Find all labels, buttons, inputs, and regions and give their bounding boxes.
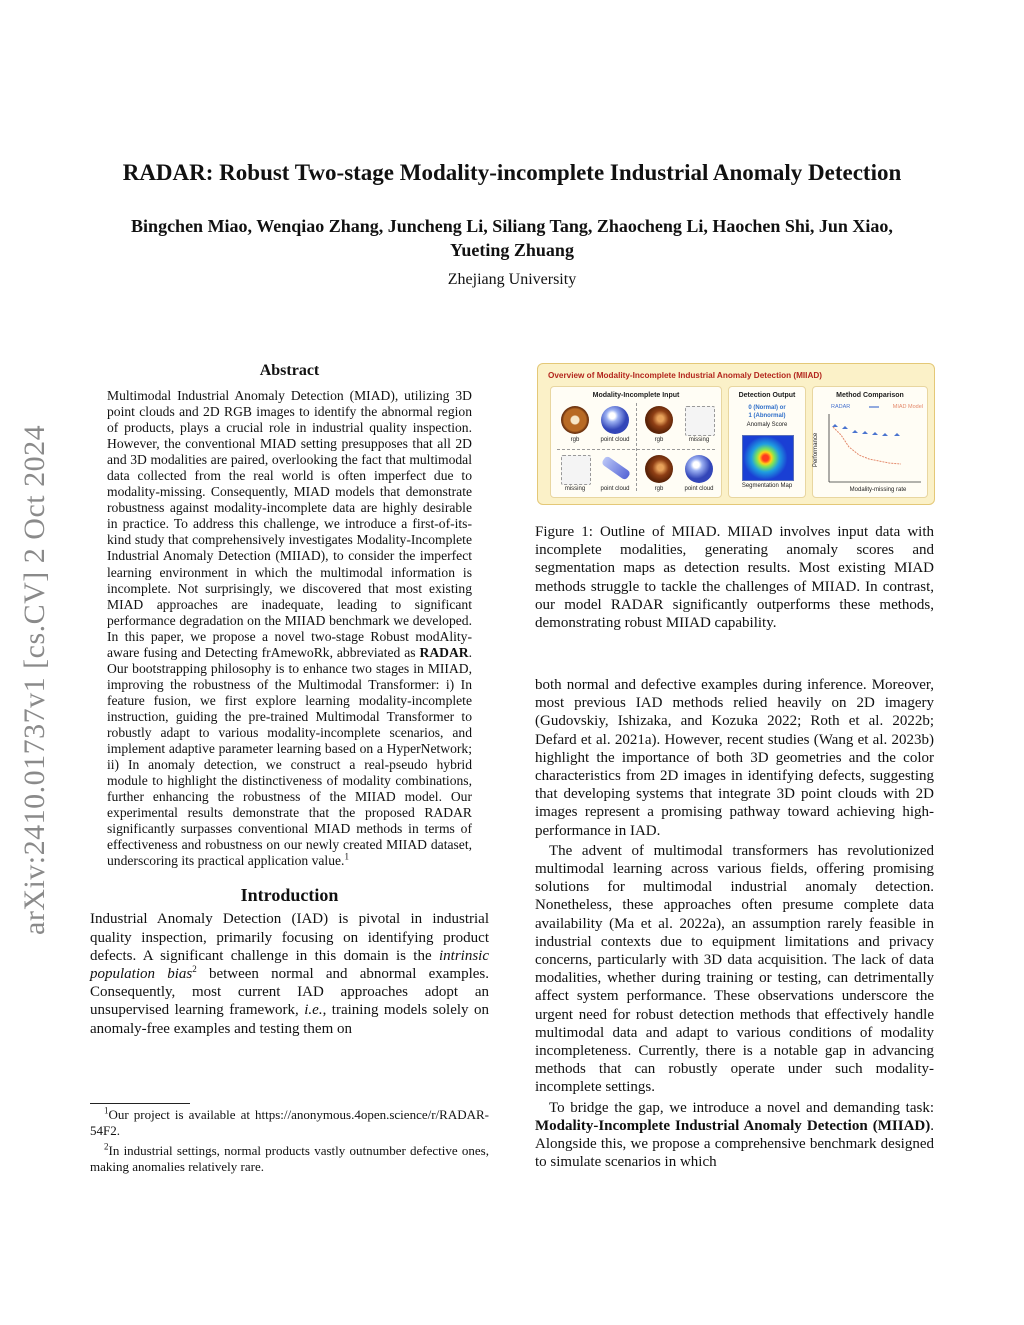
footnotes bbox=[90, 1103, 489, 1179]
body-paragraph-3: To bridge the gap, we introduce a novel and demanding task: Modality-Incomplete Industrial Anomaly Detection (MIIAD). Alongside this, we propose a comprehensive benchmark designed to simulate scenarios in which bbox=[535, 1099, 934, 1171]
radar-series bbox=[832, 424, 900, 436]
point-cloud-image bbox=[601, 406, 629, 434]
comparison-panel-title: Method Comparison bbox=[836, 392, 904, 399]
footnote-divider bbox=[90, 1103, 190, 1104]
figure-caption: Figure 1: Outline of MIIAD. MIIAD involves input data with incomplete modalities, generating anomaly scores and segmentation maps as detection results. Most existing MIAD methods struggle to tackle the challenges of MIIAD. In contrast, our model RADAR significantly outperforms these methods, demonstrating robust MIIAD capability. bbox=[535, 524, 934, 632]
radar-point bbox=[852, 430, 858, 433]
affiliation: Zhejiang University bbox=[447, 271, 577, 288]
figure-1 bbox=[537, 363, 935, 505]
input-cell-missing: missing bbox=[679, 404, 719, 448]
input-cell-point-cloud: point cloud bbox=[679, 453, 719, 497]
paper-title: RADAR: Robust Two-stage Modality-incomplete Industrial Anomaly Detection bbox=[122, 160, 902, 185]
footnote-mark: 1 bbox=[344, 851, 349, 862]
legend-radar: RADAR bbox=[831, 404, 851, 410]
intro-paragraph: Industrial Anomaly Detection (IAD) is pivotal in industrial quality inspection, primarily focusing on identifying product defects. A significant challenge in this domain is the intrinsic population bias$^2$ between normal and abnormal examples. Consequently, most current IAD approaches adopt an unsupervised learning framework, i.e., training models solely on anomaly-free examples and testing them on bbox=[90, 911, 489, 1037]
footnote-1: $^1$Our project is available at https://anonymous.4open.science/r/RADAR-54F2. bbox=[90, 1105, 489, 1138]
detection-panel-title: Detection Output bbox=[738, 392, 796, 399]
introduction-heading: Introduction bbox=[240, 885, 339, 906]
input-cell-missing: missing bbox=[555, 453, 595, 497]
point-cloud-image bbox=[685, 455, 713, 483]
missing-placeholder bbox=[561, 455, 591, 485]
input-panel bbox=[550, 386, 722, 498]
segmentation-map-image bbox=[742, 435, 794, 481]
radar-point bbox=[842, 426, 848, 429]
score-normal: 0 (Normal) or bbox=[748, 405, 786, 411]
input-cell-point-cloud: point cloud bbox=[595, 453, 635, 497]
rgb-donut-image bbox=[561, 406, 589, 434]
radar-point bbox=[882, 433, 888, 436]
legend-miad: MIAD Model bbox=[892, 404, 923, 410]
segmentation-map-label: Segmentation Map bbox=[741, 483, 793, 489]
input-cell-rgb: rgb bbox=[639, 453, 679, 497]
abstract-text: Multimodal Industrial Anomaly Detection (MIAD), utilizing 3D point clouds and 2D RGB images to identify the abnormal region of products, plays a crucial role in industrial quality inspection. However, the conventional MIAD setting presupposes that all 2D and 3D modalities are paired, overlooking the fact that multimodal data collected from the real world is often imperfect due to modality-missing. Consequently, MIAD models that demonstrate robustness against modality-incomplete data are highly desirable in practice. To address this challenge, we introduce a first-of-its-kind study that comprehensively investigates Modality-Incomplete Industrial Anomaly Detection (MIIAD), to consider the imperfect learning environment in which the multimodal information is incomplete. Not surprisingly, we discovered that most existing MIAD approaches are inadequate, leading to significant performance degradation on the MIIAD benchmark we developed. In this paper, we propose a novel two-stage Robust modAlity-aware fusing and Detecting frAmewoRk, abbreviated as RADAR. Our bootstrapping philosophy is to enhance two stages in MIIAD, improving the robustness of the Multimodal Transformer: i) In feature fusion, we first explore learning modality-incomplete instruction, guiding the pre-trained Multimodal Transformer to robustly adapt to various modality-incomplete scenarios, and implement adaptive parameter learning based on a HyperNetwork; ii) In anomaly detection, we construct a real-pseudo hybrid module to highlight the distinctiveness of modality combinations, further enhancing the robustness of the MIIAD model. Our experimental results demonstrate that the proposed RADAR significantly surpasses conventional MIAD methods in terms of effectiveness and robustness on our newly created MIIAD dataset, underscoring its practical application value.$^1$ bbox=[107, 388, 472, 869]
radar-point bbox=[862, 431, 868, 434]
input-cell-point-cloud: point cloud bbox=[595, 404, 635, 448]
x-axis-label: Modality-missing rate bbox=[849, 487, 907, 493]
comparison-panel bbox=[812, 386, 928, 498]
right-column-body bbox=[535, 676, 934, 1171]
left-column bbox=[90, 362, 489, 1038]
radar-point bbox=[832, 424, 838, 427]
comparison-plot bbox=[813, 387, 927, 497]
miad-series bbox=[833, 427, 901, 464]
abstract-heading: Abstract bbox=[259, 362, 320, 379]
arxiv-stamp: arXiv:2410.01737v1 [cs.CV] 2 Oct 2024 bbox=[18, 424, 51, 935]
score-abnormal: 1 (Abnormal) bbox=[748, 413, 786, 419]
input-panel-title: Modality-Incomplete Input bbox=[592, 392, 680, 399]
footnote-2: $^2$In industrial settings, normal products vastly outnumber defective ones, making anomalies relatively rare. bbox=[90, 1141, 489, 1174]
detection-panel bbox=[728, 386, 806, 498]
rgb-cookie-image bbox=[645, 406, 673, 434]
body-paragraph-1: both normal and defective examples during inference. Moreover, most previous IAD methods relied heavily on 2D imagery (Gudovskiy, Ishizaka, and Kozuka 2022; Roth et al. 2022b; Defard et al. 2021a). However, recent studies (Wang et al. 2023b) highlight the importance of both 3D geometries and the color characteristics from 2D images in identifying defects, suggesting that developing systems that integrate 3D point clouds with 2D images represent a promising pathway toward achieving high-performance in IAD. bbox=[535, 677, 934, 839]
rgb-cookie-image bbox=[645, 455, 673, 483]
radar-bold: RADAR bbox=[419, 644, 469, 660]
radar-point bbox=[872, 432, 878, 435]
anomaly-score-label: Anomaly Score bbox=[746, 422, 788, 428]
dashed-divider-v bbox=[636, 403, 637, 491]
figure-heading: Overview of Modality-Incomplete Industrial Anomaly Detection (MIIAD) bbox=[548, 371, 823, 380]
radar-point bbox=[894, 433, 900, 436]
input-cell-rgb: rgb bbox=[555, 404, 595, 448]
y-axis-label: Performance bbox=[813, 432, 820, 468]
author-list: Bingchen Miao, Wenqiao Zhang, Juncheng Li, Siliang Tang, Zhaocheng Li, Haochen Shi, Jun Xiao, Yueting Zhuang bbox=[131, 216, 893, 260]
point-cloud-rod-image bbox=[601, 455, 631, 480]
body-paragraph-2: The advent of multimodal transformers has revolutionized multimodal learning across various fields, offering promising solutions for multimodal industrial anomaly detection. Nonetheless, these approaches often presume complete data availability (Ma et al. 2022a), an assumption rarely feasible in industrial contexts due to equipment limitations and privacy concerns, particularly with 3D data acquisition. The lack of data modalities, whether during training or testing, can detrimentally affect system performance. These observations underscore the urgent need for robust detection methods that effectively handle multimodal data and adapt to various conditions of modality incompleteness. Currently, there is a notable gap in advancing methods that can robustly operate under such modality-incomplete settings. bbox=[535, 842, 934, 1096]
missing-placeholder bbox=[685, 406, 715, 436]
input-cell-rgb: rgb bbox=[639, 404, 679, 448]
